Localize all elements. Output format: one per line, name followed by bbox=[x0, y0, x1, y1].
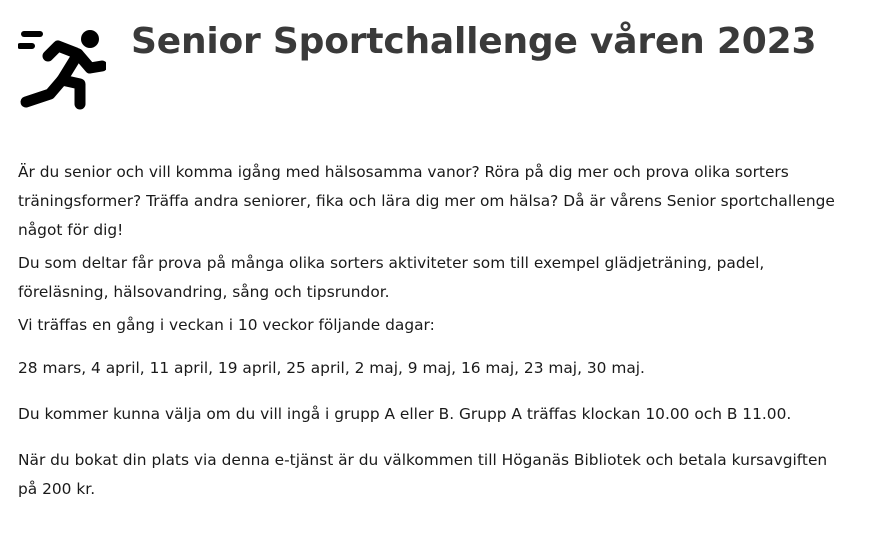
booking-paragraph bbox=[18, 446, 874, 504]
intro-line-3: något för dig! bbox=[18, 221, 124, 239]
running-person-icon bbox=[18, 22, 106, 110]
dates-paragraph: 28 mars, 4 april, 11 april, 19 april, 25 april, 2 maj, 9 maj, 16 maj, 23 maj, 30 maj. bbox=[18, 359, 645, 377]
intro-line-2: träningsformer? Träffa andra seniorer, fika och lära dig mer om hälsa? Då är vårens Senior sportchallenge bbox=[18, 192, 835, 210]
activities-line-2: föreläsning, hälsovandring, sång och tipsrundor. bbox=[18, 283, 390, 301]
page-header bbox=[0, 0, 880, 120]
intro-paragraph bbox=[18, 158, 874, 245]
intro-line-1: Är du senior och vill komma igång med hälsosamma vanor? Röra på dig mer och prova olika sorters bbox=[18, 163, 789, 181]
groups-paragraph: Du kommer kunna välja om du vill ingå i grupp A eller B. Grupp A träffas klockan 10.00 och B 11.00. bbox=[18, 405, 792, 423]
booking-line-2: på 200 kr. bbox=[18, 480, 96, 498]
article-body bbox=[18, 158, 874, 504]
page-title: Senior Sportchallenge våren 2023 bbox=[131, 21, 817, 62]
activities-line-1: Du som deltar får prova på många olika sorters aktiviteter som till exempel glädjeträning, padel, bbox=[18, 254, 765, 272]
schedule-intro-paragraph: Vi träffas en gång i veckan i 10 veckor följande dagar: bbox=[18, 316, 435, 334]
activities-paragraph bbox=[18, 249, 874, 307]
booking-line-1: När du bokat din plats via denna e-tjänst är du välkommen till Höganäs Bibliotek och betala kursavgiften bbox=[18, 451, 828, 469]
